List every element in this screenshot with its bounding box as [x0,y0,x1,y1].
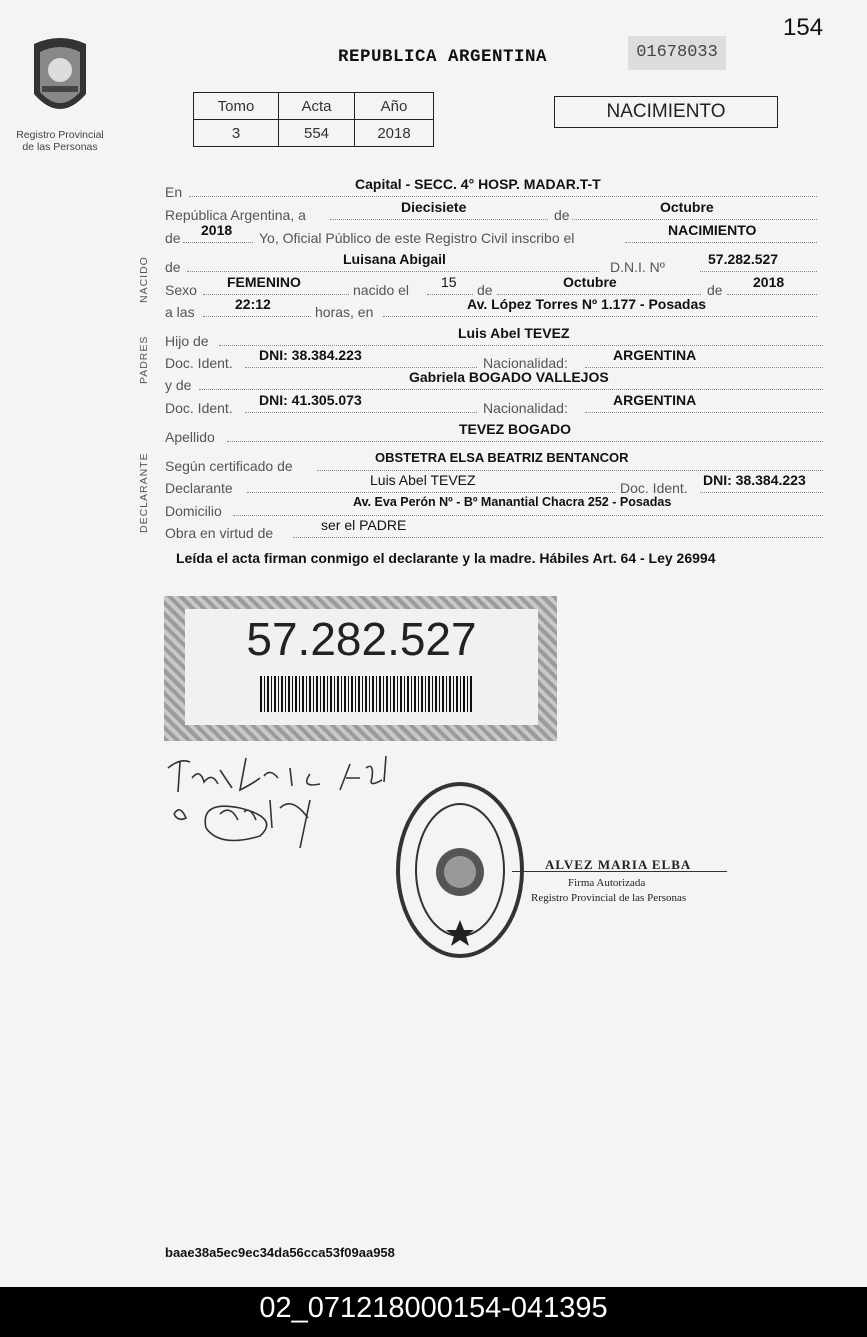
label-doc-declarante: Doc. Ident. [620,480,688,496]
value-nac-mes: Octubre [563,274,617,290]
value-declarante: Luis Abel TEVEZ [370,472,476,488]
value-domicilio-nac: Av. López Torres Nº 1.177 - Posadas [467,296,707,312]
record-table [193,92,434,147]
value-anio: 2018 [201,222,233,238]
row-en [165,176,817,201]
value-nac-anio: 2018 [753,274,785,290]
side-label-declarante: DECLARANTE [138,452,150,533]
record-header-anio: Año [355,93,434,120]
file-id-bar: 02_071218000154-041395 [0,1287,867,1337]
label-en: En [165,184,183,200]
label-de-mes: de [554,207,570,223]
label-de-nac-anio: de [707,282,723,298]
value-declarante-doc: DNI: 38.384.223 [703,472,806,488]
label-de-nac-mes: de [477,282,493,298]
side-label-padres: PADRES [138,335,150,384]
barcode [260,676,472,712]
official-seal [392,780,532,960]
value-padre-nac: ARGENTINA [613,347,697,363]
label-nac-madre: Nacionalidad: [483,400,568,416]
record-type: NACIMIENTO [554,96,778,128]
dni-sticker-number: 57.282.527 [246,613,477,665]
stamp-name: ALVEZ MARIA ELBA [545,857,692,872]
label-declarante: Declarante [165,480,233,496]
record-value-acta: 554 [279,120,355,147]
value-obra: ser el PADRE [321,517,407,533]
label-y-de: y de [165,377,192,393]
row-domicilio [165,495,823,520]
value-mes: Octubre [660,199,714,215]
row-hora [165,296,817,321]
value-madre: Gabriela BOGADO VALLEJOS [409,369,609,385]
label-de-nombre: de [165,259,181,275]
emblem [10,34,110,153]
value-domicilio: Av. Eva Perón Nº - Bº Manantial Chacra 252 - Posadas [353,495,672,509]
label-doc-madre: Doc. Ident. [165,400,233,416]
signatures [160,748,400,858]
row-anio [165,222,817,247]
document-hash: baae38a5ec9ec34da56cca53f09aa958 [165,1245,395,1260]
record-header-acta: Acta [279,93,355,120]
label-apellido: Apellido [165,429,215,445]
label-de-anio: de [165,230,181,246]
label-hijo-de: Hijo de [165,333,209,349]
row-nombre [165,251,817,276]
value-lugar: Capital - SECC. 4° HOSP. MADAR.T-T [355,176,601,192]
side-label-nacido: NACIDO [138,256,150,303]
label-dni: D.N.I. Nº [610,259,665,275]
label-republica: República Argentina, a [165,207,306,223]
row-apellido [165,421,823,446]
row-fecha [165,199,817,224]
stamp-role: Firma Autorizada [568,877,646,889]
value-madre-nac: ARGENTINA [613,392,697,408]
value-dia: Diecisiete [401,199,467,215]
row-declarante [165,472,823,497]
label-yo: Yo, Oficial Público de este Registro Civil inscribo el [259,230,575,246]
stamp-org: Registro Provincial de las Personas [531,892,687,904]
serial-number: 01678033 [628,36,726,70]
value-nombre: Luisana Abigail [343,251,446,267]
emblem-caption-1: Registro Provincial [16,129,104,141]
label-nac-padre: Nacionalidad: [483,355,568,371]
value-tipo: NACIMIENTO [668,222,757,238]
emblem-caption-2: de las Personas [22,141,98,153]
record-value-anio: 2018 [355,120,434,147]
stamp-line [512,871,727,872]
value-nac-dia: 15 [441,274,457,290]
value-sexo: FEMENINO [227,274,301,290]
label-sexo: Sexo [165,282,197,298]
label-a-las: a las [165,304,195,320]
row-obra [165,517,823,542]
page-number: 154 [783,14,824,41]
emblem-icon [20,34,100,124]
label-segun: Según certificado de [165,458,293,474]
record-header-tomo: Tomo [194,93,279,120]
value-padre: Luis Abel TEVEZ [458,325,570,341]
value-madre-doc: DNI: 41.305.073 [259,392,362,408]
label-obra: Obra en virtud de [165,525,274,541]
value-dni: 57.282.527 [708,251,779,267]
value-certificado: OBSTETRA ELSA BEATRIZ BENTANCOR [375,450,629,465]
row-madre-doc [165,392,823,417]
label-horas-en: horas, en [315,304,374,320]
document-title: REPUBLICA ARGENTINA [338,47,548,67]
record-value-tomo: 3 [194,120,279,147]
value-padre-doc: DNI: 38.384.223 [259,347,362,363]
value-apellido: TEVEZ BOGADO [459,421,572,437]
label-nacido-el: nacido el [353,282,410,298]
row-madre [165,369,823,394]
value-hora: 22:12 [235,296,271,312]
closing-note: Leída el acta firman conmigo el declarante y la madre. Hábiles Art. 64 - Ley 26994 [176,550,716,566]
label-domicilio: Domicilio [165,503,222,519]
label-doc-padre: Doc. Ident. [165,355,233,371]
